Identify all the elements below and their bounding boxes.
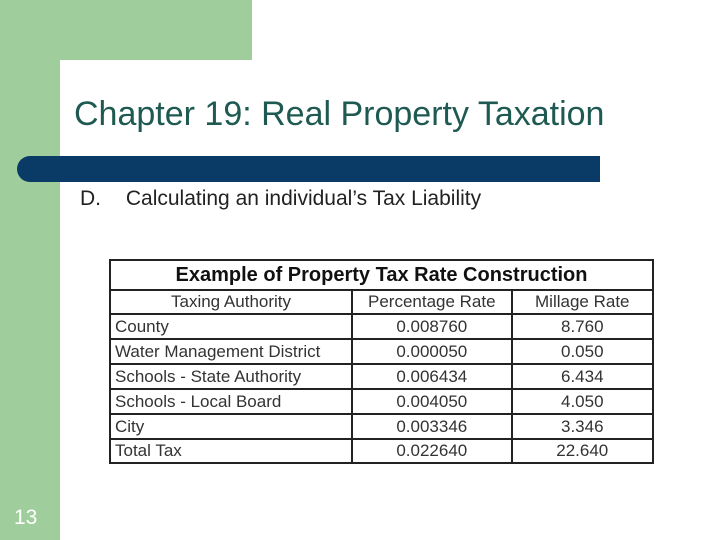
table-row <box>110 414 653 439</box>
table-row <box>110 314 653 339</box>
slide-number: 13 <box>14 506 38 529</box>
authority-cell: Schools - Local Board <box>110 389 352 414</box>
title-underline-bar <box>17 156 600 182</box>
authority-cell: Water Management District <box>110 339 352 364</box>
authority-cell: Schools - State Authority <box>110 364 352 389</box>
millage-cell: 8.760 <box>512 314 653 339</box>
total-row <box>110 439 653 463</box>
subtitle-label: D. <box>80 187 101 210</box>
tax-rate-table <box>109 259 654 464</box>
table-row <box>110 389 653 414</box>
subtitle-text: Calculating an individual’s Tax Liability <box>125 187 482 210</box>
millage-cell: 4.050 <box>512 389 653 414</box>
table-caption: Example of Property Tax Rate Construction <box>110 260 653 290</box>
millage-cell: 3.346 <box>512 414 653 439</box>
percentage-cell: 0.000050 <box>352 339 512 364</box>
total-millage: 22.640 <box>512 439 653 463</box>
green-left-band <box>0 0 60 540</box>
percentage-cell: 0.006434 <box>352 364 512 389</box>
millage-cell: 6.434 <box>512 364 653 389</box>
authority-cell: County <box>110 314 352 339</box>
header-taxing-authority: Taxing Authority <box>110 290 352 314</box>
millage-cell: 0.050 <box>512 339 653 364</box>
percentage-cell: 0.003346 <box>352 414 512 439</box>
subtitle <box>80 186 481 212</box>
total-label: Total Tax <box>110 439 352 463</box>
table-row <box>110 364 653 389</box>
authority-cell: City <box>110 414 352 439</box>
header-millage-rate: Millage Rate <box>512 290 653 314</box>
total-percentage: 0.022640 <box>352 439 512 463</box>
header-percentage-rate: Percentage Rate <box>352 290 512 314</box>
page-title: Chapter 19: Real Property Taxation <box>74 95 605 133</box>
percentage-cell: 0.004050 <box>352 389 512 414</box>
percentage-cell: 0.008760 <box>352 314 512 339</box>
table-row <box>110 339 653 364</box>
